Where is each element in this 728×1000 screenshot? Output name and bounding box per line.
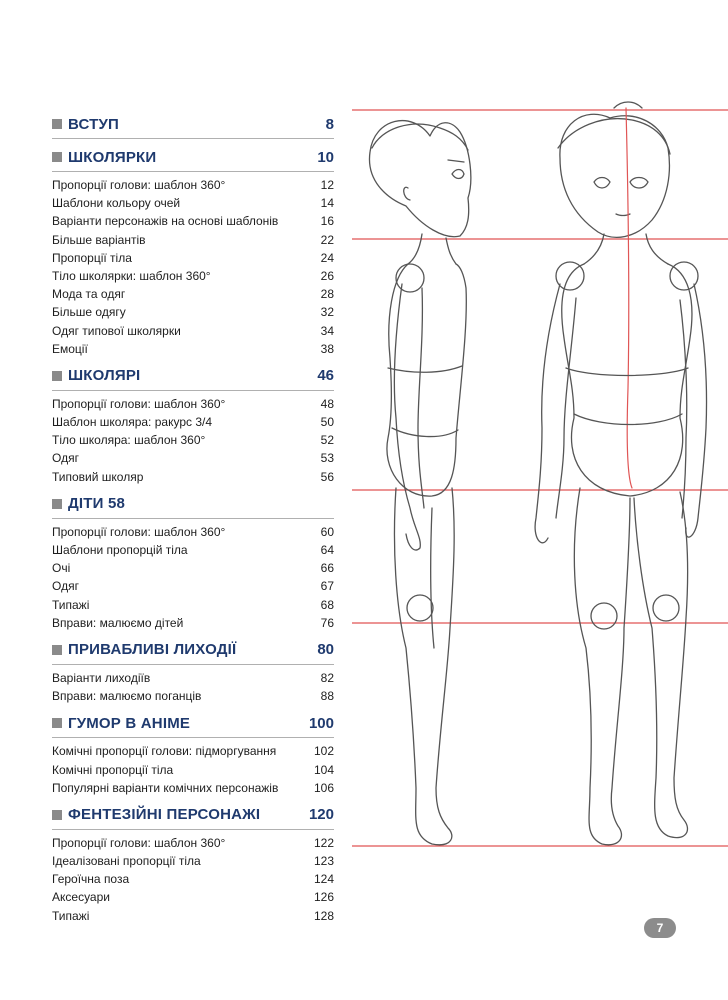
toc-entry[interactable] [52,559,334,577]
entry-label: Пропорції тіла [52,250,132,265]
entry-label: Типажі [52,908,90,923]
section-square-icon [52,152,62,162]
section-divider [52,171,334,172]
entry-label: Ідеалізовані пропорції тіла [52,854,201,869]
entry-label: Одяг типової школярки [52,323,181,338]
entry-page-number: 32 [320,305,334,320]
toc-entry[interactable] [52,687,334,705]
toc-entry[interactable] [52,249,334,267]
front-view-figure [535,102,706,845]
toc-section-fantasy[interactable] [52,803,334,827]
toc-entry[interactable] [52,577,334,595]
entry-label: Одяг [52,579,79,594]
toc-entry[interactable] [52,267,334,285]
entry-page-number: 66 [320,561,334,576]
section-title: ГУМОР В АНІМЕ [68,714,191,732]
toc-entry[interactable] [52,449,334,467]
entry-page-number: 38 [320,341,334,356]
entry-label: Комічні пропорції тіла [52,762,174,777]
section-square-icon [52,645,62,655]
toc-entry[interactable] [52,907,334,925]
entry-label: Пропорції голови: шаблон 360° [52,835,226,850]
entry-page-number: 126 [313,890,334,905]
section-divider [52,518,334,519]
toc-entry[interactable] [52,761,334,779]
toc-section-schoolboys[interactable] [52,364,334,388]
toc-entry[interactable] [52,888,334,906]
section-page-number: 80 [317,641,334,659]
section-page-number: 100 [308,714,334,732]
entry-label: Вправи: малюємо поганців [52,689,202,704]
entry-label: Одяг [52,451,79,466]
entry-page-number: 53 [320,451,334,466]
toc-entry[interactable] [52,413,334,431]
toc-section-villains[interactable] [52,638,334,662]
toc-entry[interactable] [52,194,334,212]
toc-section-intro[interactable] [52,112,334,136]
entry-label: Комічні пропорції голови: підморгування [52,744,277,759]
section-page-number: 8 [325,115,334,133]
section-title: ПРИВАБЛИВІ ЛИХОДІЇ [68,641,237,659]
toc-entry[interactable] [52,596,334,614]
section-title: ШКОЛЯРКИ [68,148,157,166]
entry-page-number: 64 [320,543,334,557]
entry-label: Більше одягу [52,305,126,320]
entry-page-number: 124 [313,872,334,887]
entry-page-number: 76 [320,615,334,630]
entry-page-number: 104 [313,762,334,777]
section-divider [52,664,334,665]
toc-entry[interactable] [52,742,334,760]
entry-label: Шаблони кольору очей [52,196,181,211]
section-page-number: 46 [317,367,334,385]
entry-page-number: 128 [313,908,334,923]
section-title: ВСТУП [68,115,119,133]
entry-page-number: 82 [320,670,334,685]
toc-entry[interactable] [52,176,334,194]
entry-label: Пропорції голови: шаблон 360° [52,396,226,411]
entry-page-number: 123 [313,854,334,869]
section-square-icon [52,119,62,129]
entry-page-number: 28 [320,287,334,302]
section-page-number: 10 [317,148,334,166]
toc-entry[interactable] [52,523,334,541]
section-divider [52,737,334,738]
toc-entry[interactable] [52,340,334,358]
toc-entry[interactable] [52,541,334,559]
toc-entry[interactable] [52,395,334,413]
entry-page-number: 67 [320,579,334,594]
entry-label: Типажі [52,597,90,612]
entry-page-number: 12 [320,178,334,192]
entry-page-number: 26 [320,268,334,283]
entry-label: Емоції [52,341,88,356]
toc-entry[interactable] [52,212,334,230]
section-divider [52,390,334,391]
section-title: ДІТИ 58 [68,495,126,513]
toc-entry[interactable] [52,468,334,486]
entry-label: Очі [52,561,71,576]
entry-page-number: 52 [320,433,334,448]
entry-page-number: 60 [320,524,334,539]
entry-label: Пропорції голови: шаблон 360° [52,524,226,539]
toc-entry[interactable] [52,614,334,632]
toc-entry[interactable] [52,870,334,888]
toc-section-schoolgirls[interactable] [52,145,334,169]
entry-label: Шаблони пропорцій тіла [52,543,188,557]
entry-page-number: 68 [320,597,334,612]
section-square-icon [52,371,62,381]
section-divider [52,829,334,830]
section-title: ФЕНТЕЗІЙНІ ПЕРСОНАЖІ [68,806,261,824]
entry-label: Варіанти персонажів на основі шаблонів [52,214,279,229]
entry-page-number: 14 [320,196,334,211]
toc-entry[interactable] [52,231,334,249]
entry-page-number: 34 [320,323,334,338]
toc-entry[interactable] [52,852,334,870]
entry-label: Типовий школяр [52,469,144,484]
entry-page-number: 106 [313,780,334,795]
entry-label: Вправи: малюємо дітей [52,615,184,630]
toc-entry[interactable] [52,285,334,303]
entry-label: Героїчна поза [52,872,130,887]
toc-entry[interactable] [52,669,334,687]
toc-entry[interactable] [52,322,334,340]
entry-label: Шаблон школяра: ракурс 3/4 [52,415,213,430]
section-square-icon [52,718,62,728]
entry-page-number: 22 [320,232,334,247]
toc-section-humor[interactable] [52,711,334,735]
anime-body-proportion-illustration [352,88,728,868]
entry-page-number: 122 [313,835,334,850]
entry-page-number: 88 [320,689,334,704]
entry-page-number: 16 [320,214,334,229]
toc-section-kids[interactable] [52,492,334,516]
entry-page-number: 50 [320,415,334,430]
entry-label: Тіло школярки: шаблон 360° [52,268,211,283]
entry-label: Пропорції голови: шаблон 360° [52,178,226,192]
entry-page-number: 102 [313,744,334,759]
entry-label: Більше варіантів [52,232,146,247]
entry-label: Тіло школяра: шаблон 360° [52,433,206,448]
page-number-badge: 7 [644,918,676,938]
toc-entry[interactable] [52,779,334,797]
entry-page-number: 56 [320,469,334,484]
section-square-icon [52,499,62,509]
entry-label: Популярні варіанти комічних персонажів [52,780,279,795]
toc-entry[interactable] [52,834,334,852]
toc-entry[interactable] [52,303,334,321]
side-view-figure [369,121,470,845]
toc-entry[interactable] [52,431,334,449]
entry-label: Варіанти лиходіїв [52,670,151,685]
entry-page-number: 48 [320,396,334,411]
section-square-icon [52,810,62,820]
entry-label: Мода та одяг [52,287,126,302]
section-page-number: 120 [308,806,334,824]
table-of-contents [52,106,334,925]
entry-page-number: 24 [320,250,334,265]
section-divider [52,138,334,139]
section-title: ШКОЛЯРІ [68,367,141,385]
entry-label: Аксесуари [52,890,110,905]
